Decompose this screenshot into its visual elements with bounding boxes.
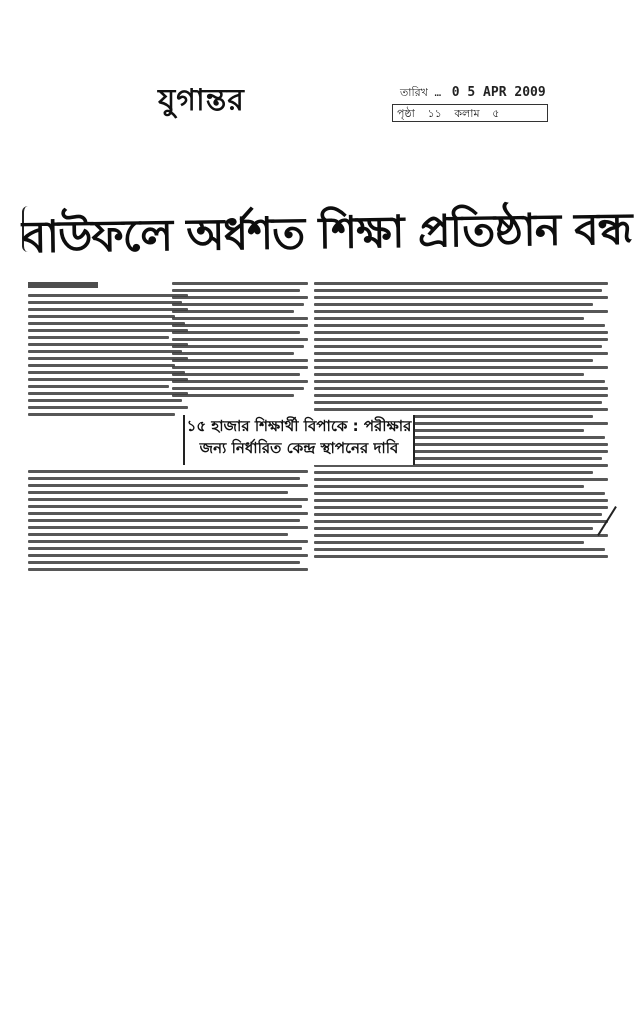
- text-line: [28, 533, 288, 536]
- text-line: [314, 310, 608, 313]
- text-line: [314, 352, 608, 355]
- text-line: [314, 408, 608, 411]
- text-line: [28, 364, 175, 367]
- text-line: [314, 289, 602, 292]
- text-line: [28, 343, 188, 346]
- text-line: [28, 378, 188, 381]
- text-line: [314, 548, 605, 551]
- text-line: [314, 380, 605, 383]
- column-label: কলাম: [454, 107, 480, 120]
- text-line: [314, 534, 608, 537]
- text-line: [314, 373, 584, 376]
- text-line: [314, 513, 602, 516]
- text-line: [314, 296, 608, 299]
- subheadline-line-1: ১৫ হাজার শিক্ষার্থী বিপাকে : পরীক্ষার: [186, 417, 412, 435]
- text-line: [28, 399, 182, 402]
- text-line: [172, 331, 300, 334]
- text-line: [28, 547, 302, 550]
- text-line: [28, 540, 308, 543]
- text-line: [172, 366, 308, 369]
- text-line: [172, 289, 300, 292]
- text-line: [28, 301, 182, 304]
- text-line: [314, 324, 605, 327]
- page-label: পৃষ্ঠা: [397, 107, 415, 120]
- article-continuation-left: [28, 470, 308, 574]
- text-line: [28, 336, 169, 339]
- text-line: [314, 471, 593, 474]
- text-line: [28, 491, 288, 494]
- text-line: [314, 527, 593, 530]
- text-line: [28, 392, 188, 395]
- text-line: [28, 385, 169, 388]
- text-line: [28, 477, 300, 480]
- text-line: [314, 499, 608, 502]
- text-line: [314, 520, 608, 523]
- text-line: [172, 387, 304, 390]
- text-line: [28, 371, 185, 374]
- text-line: [314, 303, 593, 306]
- text-line: [172, 352, 294, 355]
- text-line: [28, 322, 185, 325]
- text-line: [314, 359, 593, 362]
- date-stamp: তারিখ … 0 5 APR 2009 পৃষ্ঠা ১১ কলাম ৫: [392, 80, 562, 122]
- text-line: [28, 519, 300, 522]
- text-line: [28, 568, 308, 571]
- text-line: [172, 338, 308, 341]
- text-line: [28, 329, 188, 332]
- text-line: [314, 485, 584, 488]
- text-line: [314, 401, 602, 404]
- text-line: [314, 478, 608, 481]
- text-line: [28, 350, 182, 353]
- text-line: [314, 345, 602, 348]
- byline: [28, 282, 98, 288]
- masthead: যুগান্তর: [158, 83, 245, 118]
- text-line: [172, 317, 308, 320]
- text-line: [28, 406, 188, 409]
- text-line: [28, 484, 308, 487]
- text-line: [172, 310, 294, 313]
- text-line: [314, 331, 608, 334]
- text-line: [314, 387, 608, 390]
- text-line: [172, 373, 300, 376]
- text-line: [172, 324, 308, 327]
- text-line: [314, 492, 605, 495]
- text-line: [28, 498, 308, 501]
- page-value: ১১: [427, 107, 442, 120]
- text-line: [28, 561, 300, 564]
- text-line: [28, 526, 308, 529]
- text-line: [314, 317, 584, 320]
- text-line: [28, 294, 188, 297]
- date-value: 0 5 APR 2009: [451, 85, 546, 100]
- text-line: [28, 308, 188, 311]
- text-line: [172, 296, 308, 299]
- text-line: [28, 554, 308, 557]
- text-line: [28, 470, 308, 473]
- text-line: [28, 505, 302, 508]
- text-line: [314, 506, 608, 509]
- text-line: [172, 359, 308, 362]
- text-line: [314, 338, 608, 341]
- text-line: [314, 394, 608, 397]
- text-line: [28, 315, 175, 318]
- subheadline-box: [183, 415, 415, 465]
- subheadline-line-2: জন্য নির্ধারিত কেন্দ্র স্থাপনের দাবি: [199, 439, 399, 457]
- text-line: [172, 345, 304, 348]
- text-line: [28, 512, 308, 515]
- column-value: ৫: [492, 107, 500, 120]
- text-line: [28, 357, 188, 360]
- text-line: [28, 413, 175, 416]
- text-line: [314, 555, 608, 558]
- text-line: [314, 282, 608, 285]
- text-line: [172, 303, 304, 306]
- text-line: [314, 541, 584, 544]
- headline: বাউফলে অর্ধশত শিক্ষা প্রতিষ্ঠান বন্ধ: [21, 203, 633, 264]
- text-line: [172, 380, 308, 383]
- text-line: [314, 366, 608, 369]
- text-line: [172, 282, 308, 285]
- date-label: তারিখ: [400, 86, 428, 99]
- text-line: [172, 394, 294, 397]
